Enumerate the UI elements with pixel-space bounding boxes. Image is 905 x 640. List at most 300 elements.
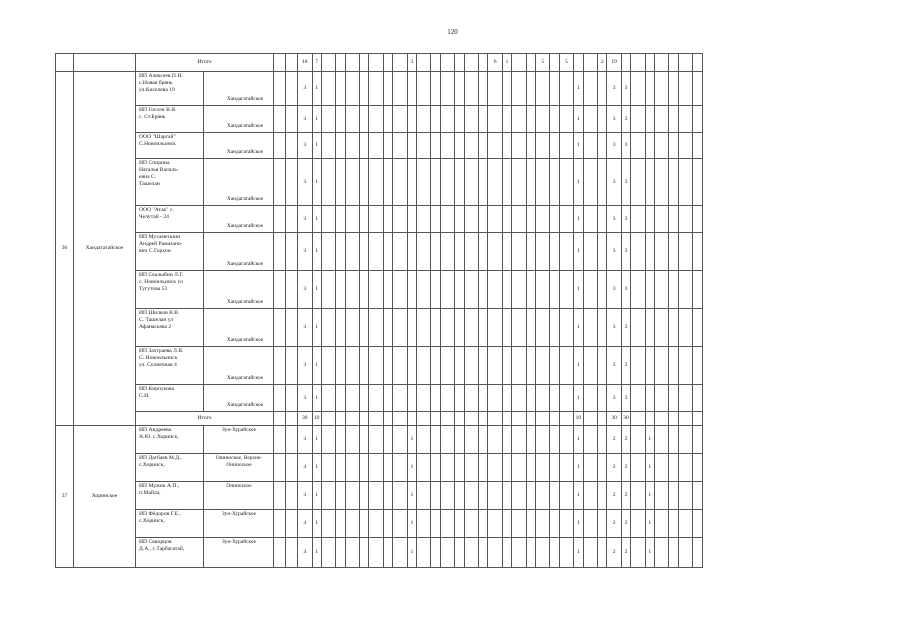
total-value [321, 412, 336, 426]
value-cell [550, 309, 559, 347]
value-cell [669, 133, 678, 159]
organization-line: ООО "Атак" с. [139, 207, 174, 213]
organization-cell [136, 233, 204, 271]
value-cell [502, 72, 511, 106]
value-cell [512, 426, 527, 454]
value-cell [526, 385, 535, 412]
cell-empty [274, 159, 286, 206]
value-cell [654, 347, 669, 385]
value-cell [678, 426, 693, 454]
value-cell: 3 [607, 159, 622, 206]
value-cell [455, 347, 464, 385]
value-cell [455, 271, 464, 309]
value-cell [440, 271, 455, 309]
value-cell [455, 454, 464, 482]
value-cell [345, 309, 360, 347]
value-cell [526, 538, 535, 568]
table-row [56, 347, 703, 385]
cell-empty [286, 412, 298, 426]
value-cell [345, 510, 360, 538]
organization-line: ИП Мухаметшин [139, 234, 181, 240]
value-cell: 1 [574, 347, 583, 385]
value-cell [321, 206, 336, 233]
value-cell: 3 [607, 385, 622, 412]
value-cell: 3 [298, 309, 313, 347]
value-cell [631, 385, 646, 412]
value-cell [464, 159, 479, 206]
value-cell [479, 106, 488, 133]
cell-empty [274, 106, 286, 133]
total-value [621, 54, 630, 72]
value-cell [550, 510, 559, 538]
total-value: 7 [312, 54, 321, 72]
value-cell: 3 [298, 133, 313, 159]
total-value [654, 412, 669, 426]
value-cell [321, 159, 336, 206]
value-cell [693, 426, 702, 454]
value-cell [321, 309, 336, 347]
table-row [56, 206, 703, 233]
value-cell: 1 [407, 426, 416, 454]
total-value [479, 54, 488, 72]
total-value: 30 [607, 412, 622, 426]
value-cell [678, 454, 693, 482]
value-cell: 1 [574, 72, 583, 106]
value-cell: 3 [298, 482, 313, 510]
value-cell [383, 271, 392, 309]
value-cell [583, 309, 598, 347]
value-cell [583, 72, 598, 106]
value-cell: 3 [298, 72, 313, 106]
value-cell [535, 385, 550, 412]
value-cell [479, 385, 488, 412]
total-value [526, 54, 535, 72]
value-cell [678, 538, 693, 568]
total-value [464, 54, 479, 72]
value-cell: 3 [621, 385, 630, 412]
total-value [455, 412, 464, 426]
value-cell [345, 206, 360, 233]
value-cell [464, 271, 479, 309]
value-cell [455, 309, 464, 347]
settlement-cell: Зун-Хурайское [204, 538, 274, 568]
value-cell [583, 159, 598, 206]
value-cell [526, 454, 535, 482]
value-cell [535, 206, 550, 233]
total-value [336, 54, 345, 72]
organization-line: вич С.Горхон [139, 248, 171, 254]
value-cell [416, 206, 431, 233]
value-cell: 4 [298, 538, 313, 568]
value-cell [345, 426, 360, 454]
total-value [431, 412, 440, 426]
value-cell [693, 159, 702, 206]
value-cell [321, 426, 336, 454]
value-cell [479, 482, 488, 510]
group-name: Хандагатайское [74, 72, 136, 426]
value-cell: 2 [621, 510, 630, 538]
value-cell [669, 159, 678, 206]
value-cell [669, 510, 678, 538]
value-cell [393, 510, 408, 538]
value-cell: 1 [312, 454, 321, 482]
value-cell [512, 385, 527, 412]
value-cell: 3 [621, 206, 630, 233]
total-value: 19 [607, 54, 622, 72]
value-cell: 1 [312, 538, 321, 568]
value-cell [678, 510, 693, 538]
value-cell: 3 [621, 271, 630, 309]
value-cell [360, 233, 369, 271]
value-cell [654, 309, 669, 347]
value-cell [550, 426, 559, 454]
value-cell [416, 454, 431, 482]
value-cell: 1 [574, 233, 583, 271]
value-cell [535, 538, 550, 568]
value-cell [559, 72, 574, 106]
value-cell [631, 454, 646, 482]
value-cell [431, 271, 440, 309]
total-value [693, 412, 702, 426]
cell-empty [286, 233, 298, 271]
value-cell [693, 510, 702, 538]
cell-empty [274, 72, 286, 106]
value-cell [407, 159, 416, 206]
value-cell [535, 106, 550, 133]
value-cell: 1 [407, 482, 416, 510]
cell-empty [286, 426, 298, 454]
value-cell [336, 271, 345, 309]
value-cell [654, 159, 669, 206]
value-cell [321, 538, 336, 568]
value-cell: 1 [574, 309, 583, 347]
value-cell: 2 [607, 510, 622, 538]
value-cell [502, 482, 511, 510]
total-value: 6 [488, 54, 503, 72]
value-cell [669, 233, 678, 271]
value-cell: 2 [607, 454, 622, 482]
value-cell: 1 [645, 454, 654, 482]
value-cell [583, 347, 598, 385]
total-value: 5 [535, 54, 550, 72]
value-cell [431, 133, 440, 159]
settlement-cell: Зун-Хурайское [204, 510, 274, 538]
value-cell [502, 347, 511, 385]
value-cell [440, 347, 455, 385]
total-value: 30 [621, 412, 630, 426]
value-cell [631, 510, 646, 538]
value-cell [488, 538, 503, 568]
value-cell: 1 [574, 454, 583, 482]
value-cell [598, 454, 607, 482]
value-cell: 3 [298, 347, 313, 385]
value-cell [488, 385, 503, 412]
organization-line: ИП Мужик А.П., [139, 483, 180, 489]
value-cell [360, 72, 369, 106]
value-cell: 1 [312, 106, 321, 133]
value-cell [488, 482, 503, 510]
organization-line: С. Ташелан ул [139, 317, 174, 323]
value-cell [393, 482, 408, 510]
value-cell [464, 133, 479, 159]
cell-empty [274, 538, 286, 568]
value-cell [360, 426, 369, 454]
value-cell [488, 233, 503, 271]
value-cell [407, 385, 416, 412]
value-cell [416, 347, 431, 385]
total-value [654, 54, 669, 72]
organization-line: с. Новоильинск ул [139, 279, 183, 285]
organization-line: Челутай - 24 [139, 214, 169, 220]
value-cell [550, 233, 559, 271]
value-cell [693, 106, 702, 133]
value-cell [345, 72, 360, 106]
value-cell [360, 482, 369, 510]
total-value [631, 412, 646, 426]
value-cell [631, 271, 646, 309]
value-cell [583, 510, 598, 538]
value-cell [526, 271, 535, 309]
value-cell [393, 309, 408, 347]
value-cell [393, 271, 408, 309]
value-cell [383, 159, 392, 206]
total-value [669, 412, 678, 426]
value-cell [631, 233, 646, 271]
value-cell [526, 72, 535, 106]
cell-empty [274, 347, 286, 385]
value-cell: 2 [621, 426, 630, 454]
table-row [56, 133, 703, 159]
value-cell [360, 206, 369, 233]
value-cell [360, 271, 369, 309]
value-cell [440, 426, 455, 454]
organization-line: с.Хоринск, [139, 462, 165, 468]
table-row [56, 482, 703, 510]
cell-empty [286, 538, 298, 568]
value-cell [345, 106, 360, 133]
value-cell [431, 538, 440, 568]
organization-line: Тугутова 53 [139, 286, 168, 292]
value-cell [431, 159, 440, 206]
value-cell: 1 [312, 510, 321, 538]
settlement-cell: Зун-Хурайское [204, 426, 274, 454]
value-cell [393, 426, 408, 454]
value-cell: 1 [574, 159, 583, 206]
value-cell [654, 271, 669, 309]
value-cell [369, 347, 384, 385]
total-value [479, 412, 488, 426]
settlement-cell: Хандагатайское [204, 133, 274, 159]
value-cell [321, 72, 336, 106]
value-cell: 1 [574, 510, 583, 538]
value-cell [407, 72, 416, 106]
value-cell [464, 72, 479, 106]
value-cell [393, 233, 408, 271]
value-cell [488, 206, 503, 233]
value-cell [550, 106, 559, 133]
total-row [56, 412, 703, 426]
value-cell [645, 72, 654, 106]
value-cell [598, 347, 607, 385]
value-cell [455, 385, 464, 412]
value-cell [598, 538, 607, 568]
value-cell [336, 233, 345, 271]
value-cell [369, 271, 384, 309]
value-cell: 3 [621, 159, 630, 206]
value-cell [440, 233, 455, 271]
organization-line: ИП Алексеев П.Н. [139, 73, 183, 79]
value-cell [502, 385, 511, 412]
value-cell [678, 347, 693, 385]
value-cell [416, 106, 431, 133]
value-cell: 1 [645, 426, 654, 454]
value-cell [393, 538, 408, 568]
value-cell [678, 385, 693, 412]
value-cell [512, 347, 527, 385]
value-cell: 1 [312, 271, 321, 309]
value-cell [479, 347, 488, 385]
value-cell [631, 426, 646, 454]
value-cell [383, 347, 392, 385]
value-cell [321, 106, 336, 133]
value-cell [526, 482, 535, 510]
value-cell [550, 206, 559, 233]
value-cell: 3 [607, 72, 622, 106]
value-cell: 2 [621, 538, 630, 568]
value-cell [488, 454, 503, 482]
value-cell [645, 159, 654, 206]
value-cell [440, 72, 455, 106]
group-name: Хоринское [74, 426, 136, 568]
value-cell: 3 [607, 309, 622, 347]
value-cell [669, 309, 678, 347]
total-value [678, 412, 693, 426]
value-cell [479, 72, 488, 106]
total-value [631, 54, 646, 72]
table-row [56, 233, 703, 271]
value-cell [512, 309, 527, 347]
value-cell [526, 510, 535, 538]
value-cell [336, 385, 345, 412]
value-cell [464, 510, 479, 538]
value-cell: 1 [574, 426, 583, 454]
value-cell [669, 454, 678, 482]
value-cell: 3 [621, 233, 630, 271]
value-cell [512, 133, 527, 159]
table-row [56, 510, 703, 538]
cell-empty [286, 106, 298, 133]
total-value [550, 412, 559, 426]
value-cell [416, 385, 431, 412]
settlement-cell: Хандагатайское [204, 206, 274, 233]
value-cell: 1 [312, 309, 321, 347]
value-cell [369, 133, 384, 159]
total-value: 3 [407, 54, 416, 72]
value-cell [645, 385, 654, 412]
value-cell [488, 133, 503, 159]
value-cell [369, 106, 384, 133]
value-cell [526, 206, 535, 233]
total-value [550, 54, 559, 72]
cell-empty [274, 454, 286, 482]
value-cell [654, 385, 669, 412]
value-cell: 1 [312, 385, 321, 412]
value-cell [431, 347, 440, 385]
total-value [645, 412, 654, 426]
value-cell [464, 482, 479, 510]
settlement-cell: Хандагатайское [204, 385, 274, 412]
value-cell [512, 538, 527, 568]
settlement-cell: Хандагатайское [204, 159, 274, 206]
organization-line: ИП Кирпукова [139, 386, 175, 392]
value-cell [583, 271, 598, 309]
value-cell [336, 510, 345, 538]
cell-empty [286, 206, 298, 233]
value-cell [526, 347, 535, 385]
data-table [55, 53, 703, 568]
value-cell [645, 133, 654, 159]
value-cell [369, 538, 384, 568]
value-cell [369, 510, 384, 538]
total-value [393, 54, 408, 72]
value-cell [440, 538, 455, 568]
value-cell [535, 271, 550, 309]
organization-line: С. Новоильинск [139, 355, 178, 361]
organization-line: Д.А., с.Тарбагатай, [139, 546, 185, 552]
value-cell [407, 206, 416, 233]
total-value: 18 [298, 54, 313, 72]
page-number: 120 [447, 28, 458, 36]
value-cell [393, 206, 408, 233]
organization-cell [136, 347, 204, 385]
value-cell [693, 482, 702, 510]
value-cell [321, 454, 336, 482]
value-cell [479, 206, 488, 233]
value-cell [583, 385, 598, 412]
value-cell [383, 454, 392, 482]
value-cell [654, 426, 669, 454]
value-cell [526, 159, 535, 206]
value-cell [479, 133, 488, 159]
cell-empty [286, 454, 298, 482]
value-cell [512, 271, 527, 309]
settlement-cell: Хандагатайское [204, 72, 274, 106]
cell-empty [274, 133, 286, 159]
value-cell [440, 482, 455, 510]
organization-line: С.И. [139, 393, 150, 399]
organization-cell [136, 133, 204, 159]
value-cell [559, 133, 574, 159]
value-cell [550, 347, 559, 385]
value-cell [369, 482, 384, 510]
total-label: Итого [136, 54, 274, 72]
value-cell [535, 482, 550, 510]
cell-empty [274, 510, 286, 538]
value-cell [455, 482, 464, 510]
organization-line: ИП Фёдоров Г.Е., [139, 511, 181, 517]
organization-line: Андрей Рамазано- [139, 241, 183, 247]
value-cell [598, 133, 607, 159]
value-cell [455, 72, 464, 106]
cell-empty [286, 159, 298, 206]
value-cell [535, 347, 550, 385]
value-cell [383, 482, 392, 510]
value-cell [631, 538, 646, 568]
total-value [345, 412, 360, 426]
value-cell [526, 426, 535, 454]
value-cell [336, 309, 345, 347]
value-cell [678, 206, 693, 233]
